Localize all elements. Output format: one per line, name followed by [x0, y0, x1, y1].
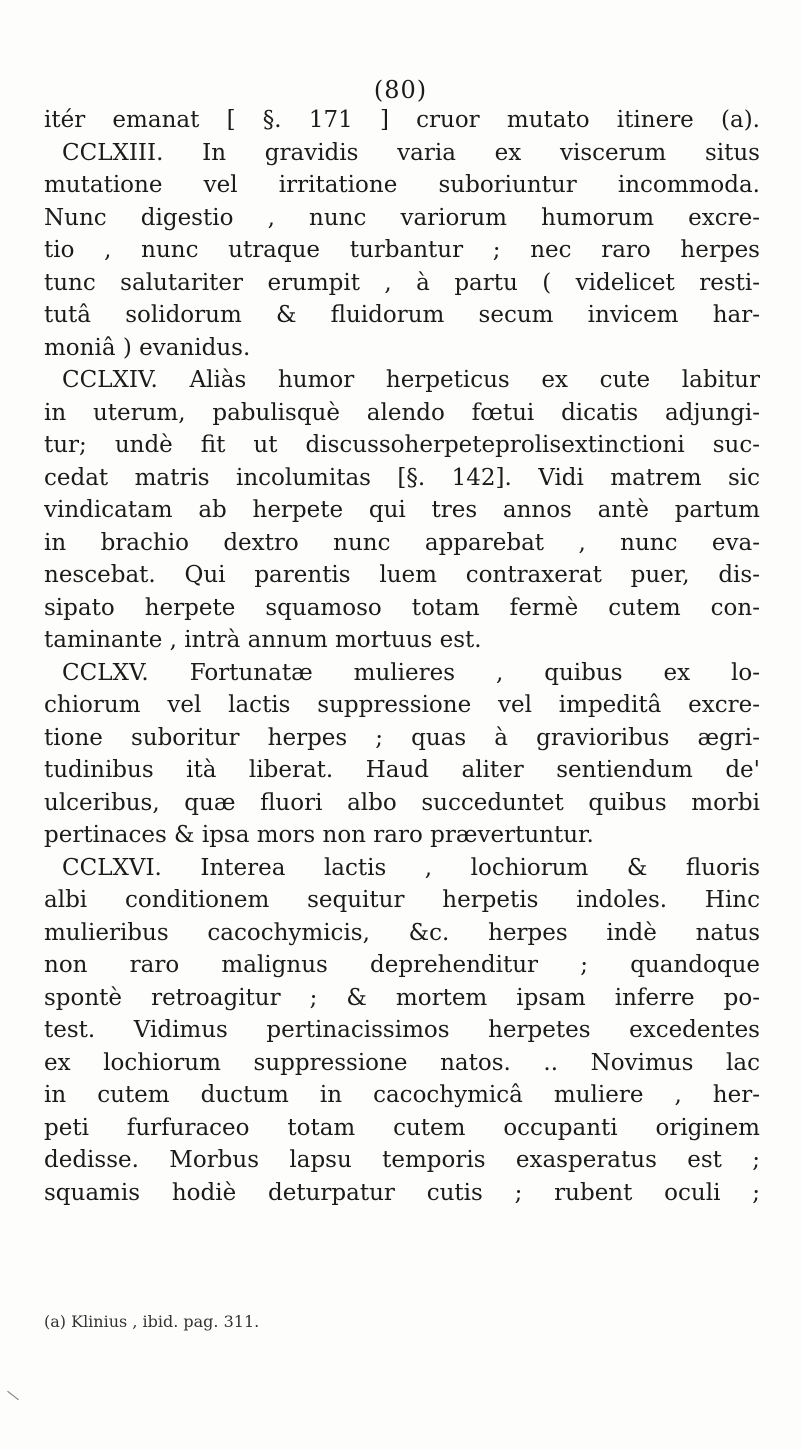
text-line: albi conditionem sequitur herpetis indoles. Hinc: [44, 887, 760, 913]
paragraph-start-ccl-xvi: CCLXVI. Interea lactis , lochiorum & fluoris: [62, 854, 760, 881]
text-line: tunc salutariter erumpit , à partu ( videlicet resti-: [44, 269, 760, 296]
text-line: in cutem ductum in cacochymicâ muliere , her-: [44, 1082, 760, 1108]
text-line: cedat matris incolumitas [§. 142]. Vidi matrem sic: [44, 464, 760, 491]
text-line: sipato herpete squamoso totam fermè cutem con-: [44, 594, 760, 621]
text-line: dedisse. Morbus lapsu temporis exasperatus est ;: [44, 1147, 760, 1173]
text-line: itér emanat [ §. 171 ] cruor mutato itinere (a).: [44, 107, 760, 133]
text-line: nescebat. Qui parentis luem contraxerat puer, dis-: [44, 562, 760, 588]
text-line: in brachio dextro nunc apparebat , nunc eva-: [44, 529, 760, 556]
text-line: pertinaces & ipsa mors non raro prævertuntur.: [44, 822, 594, 848]
text-line: vindicatam ab herpete qui tres annos antè partum: [44, 497, 760, 523]
text-line: squamis hodiè deturpatur cutis ; rubent oculi ;: [44, 1179, 760, 1206]
text-line: taminante , intrà annum mortuus est.: [44, 627, 482, 653]
text-line: in uterum, pabulisquè alendo fœtui dicatis adjungi-: [44, 399, 760, 426]
text-line: tutâ solidorum & fluidorum secum invicem har-: [44, 302, 760, 328]
text-line: peti furfuraceo totam cutem occupanti originem: [44, 1114, 760, 1141]
text-line: tur; undè fit ut discussoherpeteprolisextinctioni suc-: [44, 432, 760, 458]
text-line: Nunc digestio , nunc variorum humorum excre-: [44, 204, 760, 231]
paragraph-start-ccl-xiv: CCLXIV. Aliàs humor herpeticus ex cute labitur: [62, 367, 760, 393]
text-line: tudinibus ità liberat. Haud aliter sentiendum de': [44, 757, 760, 783]
text-line: test. Vidimus pertinacissimos herpetes excedentes: [44, 1017, 760, 1043]
footnote: (a) Klinius , ibid. pag. 311.: [44, 1312, 260, 1331]
body-text: [44, 104, 760, 1209]
text-line: chiorum vel lactis suppressione vel impeditâ excre-: [44, 692, 760, 718]
paragraph-start-ccl-xiii: CCLXIII. In gravidis varia ex viscerum situs: [62, 139, 760, 166]
text-line: mulieribus cacochymicis, &c. herpes indè natus: [44, 919, 760, 946]
page-number: (80): [373, 76, 428, 104]
paragraph-start-ccl-xv: CCLXV. Fortunatæ mulieres , quibus ex lo-: [62, 659, 760, 686]
text-line: moniâ ) evanidus.: [44, 334, 251, 361]
text-line: spontè retroagitur ; & mortem ipsam inferre po-: [44, 984, 760, 1011]
text-line: non raro malignus deprehenditur ; quandoque: [44, 952, 760, 978]
text-line: tione suboritur herpes ; quas à gravioribus ægri-: [44, 724, 760, 751]
text-line: ex lochiorum suppressione natos. .. Novimus lac: [44, 1049, 760, 1076]
page-edge-mark: [7, 1391, 19, 1400]
text-line: mutatione vel irritatione suboriuntur incommoda.: [44, 172, 760, 198]
text-line: tio , nunc utraque turbantur ; nec raro herpes: [44, 237, 760, 263]
text-line: ulceribus, quæ fluori albo succeduntet quibus morbi: [44, 789, 760, 816]
